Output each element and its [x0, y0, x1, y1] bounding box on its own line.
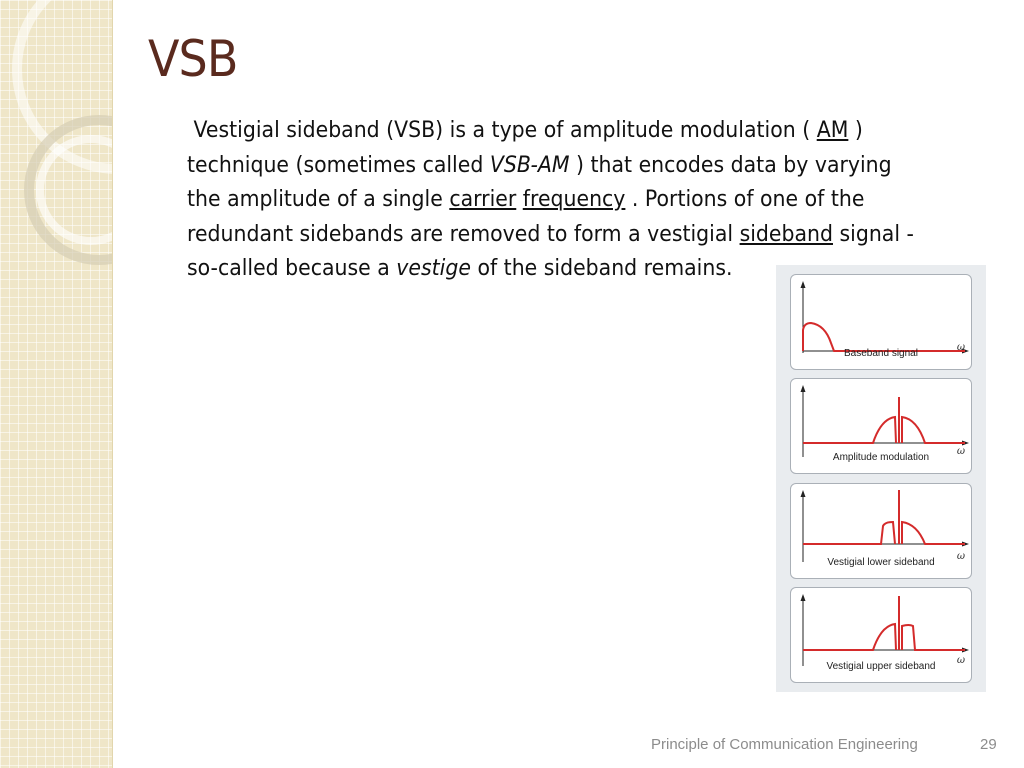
- body-text-segment: . Portions of one of the: [631, 187, 865, 212]
- am-sidebands-trace: [803, 417, 965, 443]
- panel-caption: Baseband signal: [844, 348, 918, 359]
- panel-caption: Amplitude modulation: [832, 452, 930, 463]
- omega-axis-label: ω: [956, 655, 965, 666]
- panel-caption: Vestigial upper sideband: [826, 661, 936, 672]
- body-text-segment: so-called because a: [187, 256, 397, 281]
- omega-axis-label: ω: [956, 446, 965, 457]
- slide-title: VSB: [148, 30, 238, 88]
- body-line-4: [187, 218, 931, 253]
- omega-axis-label: ω: [956, 342, 965, 353]
- body-text-segment: of the sideband remains.: [470, 256, 733, 281]
- y-axis-arrow: [801, 385, 806, 392]
- italic-term-vestige: vestige: [396, 256, 471, 281]
- body-text-segment: signal -: [832, 221, 914, 247]
- vestigial-upper-trace: [803, 624, 965, 650]
- body-line-3: [187, 183, 931, 218]
- body-text-segment: Vestigial sideband (VSB) is a type of amplitude modulation (: [193, 118, 811, 143]
- body-text-segment: ) that encodes data by varying: [576, 152, 892, 178]
- link-carrier[interactable]: carrier: [449, 187, 517, 212]
- y-axis-arrow: [801, 281, 806, 288]
- vsb-spectrum-figure: [776, 265, 986, 692]
- y-axis-arrow: [801, 594, 806, 601]
- link-am[interactable]: AM: [816, 118, 849, 143]
- omega-axis-label: ω: [956, 551, 965, 562]
- link-frequency[interactable]: frequency: [522, 187, 626, 212]
- decorative-side-strip: [0, 0, 113, 768]
- vestigial-lower-trace: [803, 522, 965, 544]
- amplitude-modulation-panel: [790, 378, 972, 474]
- body-text-segment: redundant sidebands are removed to form a vestigial: [187, 221, 740, 247]
- baseband-signal-panel: [790, 274, 972, 370]
- footer-course-title: Principle of Communication Engineering: [651, 736, 918, 753]
- panel-caption: Vestigial lower sideband: [827, 557, 935, 568]
- vestigial-lower-sideband-panel: [790, 483, 972, 579]
- body-text-segment: ): [854, 118, 863, 143]
- baseband-signal-trace: [803, 323, 965, 351]
- body-text-segment: the amplitude of a single: [187, 187, 450, 212]
- slide-body-text: [187, 114, 987, 287]
- vestigial-upper-sideband-panel: [790, 587, 972, 683]
- body-text-segment: technique (sometimes called: [187, 152, 490, 178]
- body-line-1: [187, 114, 931, 149]
- link-sideband[interactable]: sideband: [739, 221, 833, 247]
- body-line-2: [187, 149, 931, 184]
- italic-term-vsb-am: VSB-AM: [489, 152, 570, 178]
- y-axis-arrow: [801, 490, 806, 497]
- page-number: 29: [980, 736, 997, 753]
